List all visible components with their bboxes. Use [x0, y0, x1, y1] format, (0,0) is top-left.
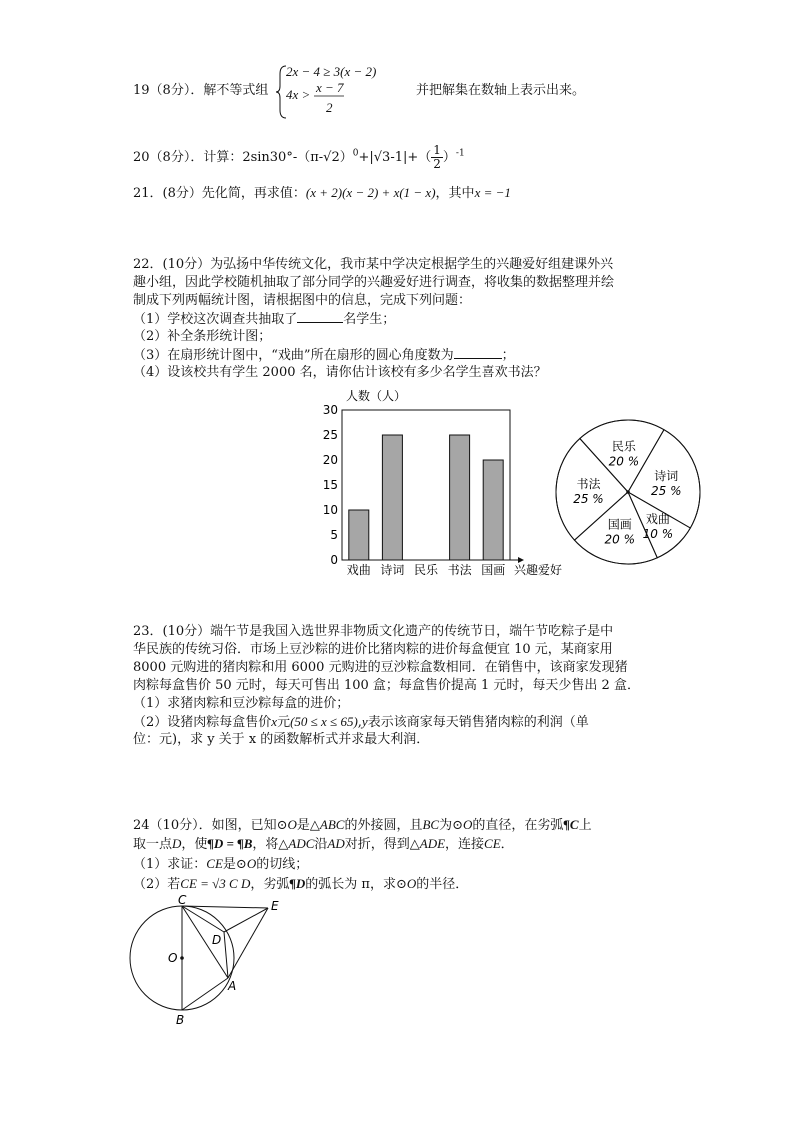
- geometry-figure: [120, 890, 300, 1030]
- q20-sqrt3: √3: [373, 150, 391, 165]
- q24-sub1-O: O: [246, 856, 257, 871]
- q23-var-y: y: [361, 714, 368, 729]
- pie-chart: [555, 392, 715, 572]
- q23-line-1: 23．(10分）端午节是我国入选世界非物质文化遗产的传统节日，端午节吃粽子是中: [133, 624, 614, 639]
- q24-AD: AD: [327, 836, 345, 851]
- question-20: [133, 144, 465, 171]
- bar-诗词: [382, 435, 402, 560]
- bar-chart-xlabel: 兴趣爱好: [514, 563, 563, 577]
- q19-frac-den: 2: [326, 100, 333, 115]
- q23-var-x: x: [271, 714, 278, 729]
- q24-sub1-b: 是⊙: [222, 857, 247, 872]
- q20-mid1: ）: [339, 150, 353, 165]
- q24-text-2a: 取一点: [133, 837, 173, 852]
- q22-sub3-text: （3）在扇形统计图中，“戏曲”所在扇形的圆心角度数为: [133, 348, 454, 363]
- q24-sub-1: [133, 855, 308, 874]
- q22-line-3: 制成下列两幅统计图，请根据图中的信息，完成下列问题：: [133, 293, 472, 308]
- q24-CE: CE: [484, 836, 501, 851]
- q24-text-1e: 的直径，在劣弧: [472, 818, 564, 833]
- q24-text-2b: ，使: [181, 837, 208, 852]
- q24-BC: BC: [422, 817, 440, 832]
- q24-line-1: [133, 816, 592, 835]
- q24-text-2e: 对折，得到△: [344, 837, 420, 852]
- q20-mid4: ）: [442, 150, 456, 165]
- q24-sub2-O: O: [406, 876, 417, 891]
- pie-label-name: 诗词: [654, 468, 679, 483]
- q24-text-1d: 为⊙: [439, 818, 463, 833]
- q21-prefix: 21．(8分）先化简，再求值：: [133, 186, 306, 201]
- q24-sub2-c: 的弧长为 π，求⊙: [305, 877, 407, 892]
- q23-line-4: 肉粽每盒售价 50 元时，每天可售出 100 盒；每盒售价提高 1 元时，每天少售出 2 盒．: [133, 678, 640, 693]
- q22-sub-4: （4）设该校共有学生 2000 名，请你估计该校有多少名学生喜欢书法？: [133, 365, 547, 380]
- q22-sub-3: [133, 346, 515, 365]
- center-point: [180, 956, 184, 960]
- q24-sub1-CE: CE: [206, 856, 223, 871]
- q20-frac-num: 1: [433, 143, 441, 157]
- label-E: E: [271, 899, 279, 913]
- q20-frac-den: 2: [433, 157, 441, 171]
- q24-sub2-d: 的半径．: [416, 877, 469, 892]
- pie-label-name: 书法: [576, 476, 601, 491]
- q19-ineq1: 2x − 4 ≥ 3(x − 2): [286, 64, 377, 79]
- bar-chart-ylabel: 人数（人）: [346, 389, 407, 403]
- y-tick-label: 5: [330, 528, 338, 542]
- q22-line-2: 趣小组，因此学校随机抽取了部分同学的兴趣爱好进行调查，将收集的数据整理并绘: [133, 275, 615, 290]
- bar-戏曲: [349, 510, 369, 560]
- pie-label-name: 国画: [607, 517, 632, 532]
- q24-text-2c: ，将△: [252, 837, 289, 852]
- x-tick-label: 国画: [481, 563, 506, 577]
- q24-text-1a: 24（10分）．如图，已知⊙: [133, 818, 288, 833]
- q23-line-3: 8000 元购进的猪肉粽和用 6000 元购进的豆沙粽盒数相同．在销售中，该商家发现猪: [133, 660, 628, 675]
- y-tick-label: 20: [322, 453, 338, 467]
- q23-sub2-text-d: 表示该商家每天销售猪肉粽的利润（单: [367, 715, 589, 730]
- q19-frac-num: x − 7: [316, 80, 344, 95]
- q24-ABC: ABC: [319, 817, 345, 832]
- pie-label-percent: 20 %: [604, 532, 636, 547]
- x-tick-label: 戏曲: [346, 563, 371, 577]
- y-tick-label: 25: [322, 428, 338, 442]
- q20-sqrt2: √2: [323, 150, 340, 165]
- pie-label-percent: 25 %: [651, 483, 682, 498]
- q24-D: D: [172, 836, 182, 851]
- q22-sub-1: [133, 310, 395, 329]
- y-tick-label: 0: [330, 553, 338, 567]
- q22-sub-2: （2）补全条形统计图；: [133, 329, 272, 344]
- question-21: [133, 184, 511, 203]
- label-C: C: [178, 893, 187, 907]
- q22-sub3-tail: ；: [501, 348, 515, 363]
- bar-书法: [450, 435, 470, 560]
- pie-center: [626, 490, 630, 494]
- q19-suffix: 并把解集在数轴上表示出来。: [416, 83, 586, 98]
- pie-label-percent: 25 %: [573, 491, 604, 506]
- q23-sub2-text-b: 元: [277, 715, 291, 730]
- q19-ineq2-left: 4x >: [286, 87, 311, 102]
- q24-text-1f: 上: [578, 818, 592, 833]
- label-O: O: [168, 951, 178, 965]
- q21-cond: x = −1: [474, 185, 511, 200]
- q24-O: O: [287, 817, 297, 832]
- q24-sub2-b: ，劣弧: [250, 877, 290, 892]
- q22-sub1-text: （1）学校这次调查共抽取了: [133, 312, 298, 327]
- x-tick-label: 民乐: [413, 563, 439, 577]
- bar-chart: [310, 384, 580, 584]
- q23-comma: ,: [357, 715, 362, 730]
- q24-ADE: ADE: [419, 836, 446, 851]
- label-A: A: [228, 979, 237, 993]
- pie-label-name: 戏曲: [645, 512, 670, 527]
- q20-exp-neg1: -1: [455, 148, 465, 159]
- x-tick-label: 书法: [447, 563, 472, 577]
- q22-line-1: 22．(10分）为弘扬中华传统文化，我市某中学决定根据学生的兴趣爱好组建课外兴: [133, 257, 614, 272]
- q24-arc-1: ¶C: [563, 817, 579, 832]
- q24-sub1-a: （1）求证：: [133, 857, 207, 872]
- y-tick-label: 30: [322, 403, 338, 417]
- q21-mid: ，其中: [435, 186, 475, 201]
- label-B: B: [176, 1013, 185, 1027]
- q24-line-2: [133, 835, 514, 854]
- y-tick-label: 10: [322, 503, 338, 517]
- q20-exp0: 0: [352, 148, 359, 159]
- q24-text-2d: 沿: [314, 837, 328, 852]
- q23-sub-1: （1）求猪肉粽和豆沙粽每盒的进价；: [133, 696, 350, 711]
- q24-sub2-arc: ¶D: [289, 876, 306, 891]
- q23-sub-2-line-2: 位：元)，求 y 关于 x 的函数解析式并求最大利润．: [133, 732, 430, 747]
- y-tick-label: 15: [322, 478, 338, 492]
- q20-mid3: -1|+（: [390, 150, 432, 165]
- q20-fraction: [431, 144, 443, 171]
- q23-sub2-text-a: （2）设猪肉粽每盒售价: [133, 715, 272, 730]
- x-tick-label: 诗词: [380, 563, 405, 577]
- bar-国画: [483, 460, 503, 560]
- q24-sub2-a: （2）若: [133, 877, 181, 892]
- q24-text-1b: 是△: [296, 818, 320, 833]
- q23-sub-2: [133, 713, 589, 732]
- pie-label-percent: 10 %: [642, 527, 674, 542]
- q24-sub2-eq: CE = √3 C D: [180, 876, 251, 891]
- q24-ADC: ADC: [288, 836, 315, 851]
- q19-prefix: 19（8分）．解不等式组: [133, 83, 269, 98]
- pie-label-percent: 20 %: [608, 454, 640, 469]
- q20-mid2: +|: [358, 150, 374, 165]
- q22-answer-blank-1[interactable]: [297, 310, 343, 323]
- segment-DA: [224, 932, 228, 978]
- q20-prefix: 20（8分）．计算：2sin30°-（π-: [133, 150, 324, 165]
- pie-label-name: 民乐: [611, 439, 636, 454]
- q21-expr: (x + 2)(x − 2) + x(1 − x): [305, 185, 436, 200]
- q24-text-2g: ．: [500, 837, 514, 852]
- q22-answer-blank-3[interactable]: [454, 346, 502, 359]
- segment-BA: [182, 978, 228, 1010]
- q22-sub1-tail: 名学生；: [343, 312, 396, 327]
- label-D: D: [212, 933, 222, 947]
- q23-line-2: 华民族的传统习俗．市场上豆沙粽的进价比猪肉粽的进价每盒便宜 10 元，某商家用: [133, 642, 613, 657]
- q24-text-2f: ，连接: [445, 837, 485, 852]
- q24-sub1-c: 的切线；: [256, 857, 309, 872]
- q23-range: (50 ≤ x ≤ 65): [290, 714, 358, 729]
- q24-text-1c: 的外接圆，且: [344, 818, 423, 833]
- q24-O-2: O: [462, 817, 473, 832]
- q24-arc-2: ¶D = ¶B: [207, 836, 253, 851]
